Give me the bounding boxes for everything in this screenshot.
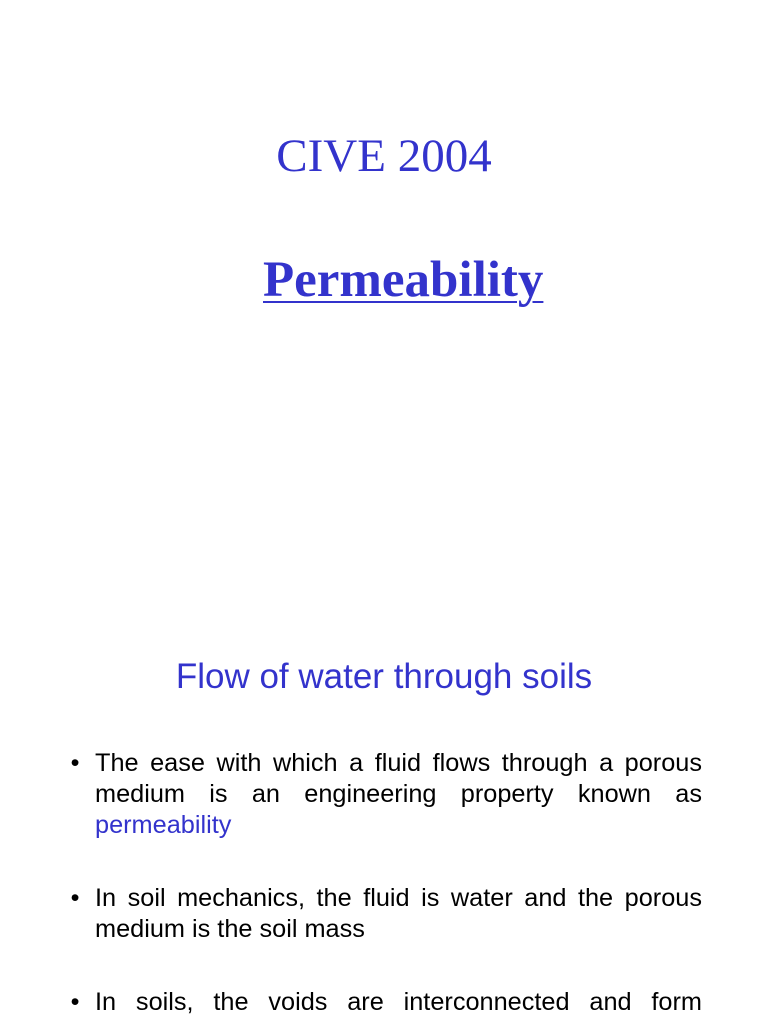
bullet-marker: • xyxy=(70,884,80,912)
bullet-marker: • xyxy=(70,749,80,777)
bullet-item xyxy=(70,987,702,1018)
bullet-text: In soil mechanics, the fluid is water and the porous medium is the soil mass xyxy=(95,884,702,943)
bullet-item xyxy=(70,883,702,945)
bullet-item xyxy=(70,748,702,841)
course-title: CIVE 2004 xyxy=(276,130,492,182)
section-heading: Flow of water through soils xyxy=(175,657,593,696)
topic-title: Permeability xyxy=(263,252,544,308)
bullet-marker: • xyxy=(70,988,80,1016)
highlighted-term: permeability xyxy=(95,811,232,839)
bullet-text: In soils, the voids are interconnected and form xyxy=(95,988,702,1016)
bullet-text-body: The ease with which a fluid flows through a porous medium is an engineering property known as xyxy=(95,749,702,808)
bullet-text xyxy=(95,748,702,841)
